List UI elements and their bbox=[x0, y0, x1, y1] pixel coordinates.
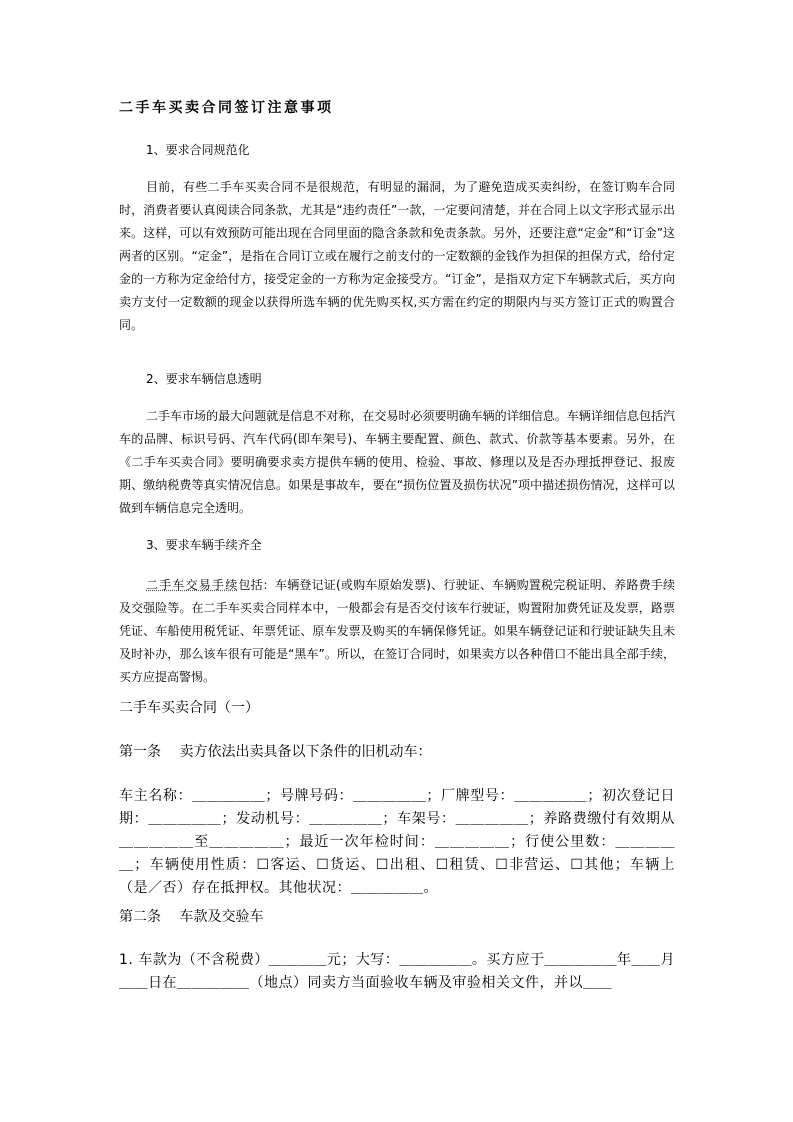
section-body-2: 二手车市场的最大问题就是信息不对称，在交易时必须要明确车辆的详细信息。车辆详细信息包括汽车的品牌、标识号码、汽车代码(即车架号)、车辆主要配置、颜色、款式、价款等基本要素。另外，在《二手车买卖合同》要明确要求卖方提供车辆的使用、检验、事故、修理以及是否办理抵押登记、报废期、缴纳税费等真实情况信息。如果是事故车，要在“损伤位置及损伤状况”项中描述损伤情况，这样可以做到车辆信息完全透明。 bbox=[119, 409, 675, 515]
section-heading-2: 2、要求车辆信息透明 bbox=[146, 372, 262, 386]
article-2-heading: 第二条 车款及交验车 bbox=[119, 909, 264, 925]
contract-title: 二手车买卖合同（一） bbox=[119, 700, 259, 716]
document-title: 二手车买卖合同签订注意事项 bbox=[119, 100, 334, 116]
section-body-3-lead: 二手车交易手续 bbox=[146, 578, 239, 592]
clause-1-paragraph: 1. 车款为（不含税费）＿＿＿＿元；大写：＿＿＿＿＿。买方应于＿＿＿＿＿年＿＿月＿＿日在＿＿＿＿＿（地点）同卖方当面验收车辆及审验相关文件，并以＿＿ bbox=[119, 952, 675, 991]
section-heading-1: 1、要求合同规范化 bbox=[146, 143, 250, 157]
section-body-3 bbox=[119, 574, 675, 689]
article-1-heading: 第一条 卖方依法出卖具备以下条件的旧机动车： bbox=[119, 744, 432, 760]
section-heading-3: 3、要求车辆手续齐全 bbox=[146, 538, 262, 552]
section-body-1: 目前，有些二手车买卖合同不是很规范，有明显的漏洞，为了避免造成买卖纠纷，在签订购车合同时，消费者要认真阅读合同条款，尤其是“违约责任”一款，一定要问清楚，并在合同上以文字形式显示出来。这样，可以有效预防可能出现在合同里面的隐含条款和免责条款。另外，还要注意“定金”和“订金”这两者的区别。“定金”，是指在合同订立或在履行之前支付的一定数额的金钱作为担保的担保方式，给付定金的一方称为定金给付方，接受定金的一方称为定金接受方。“订金”，是指双方定下车辆款式后，买方向卖方支付一定数额的现金以获得所选车辆的优先购买权,买方需在约定的期限内与买方签订正式的购置合同。 bbox=[119, 180, 675, 332]
section-body-3-text: 包括：车辆登记证(或购车原始发票)、行驶证、车辆购置税完税证明、养路费手续及交强险等。在二手车买卖合同样本中，一般都会有是否交付该车行驶证，购置附加费凭证及发票，路票凭证、车船使用税凭证、年票凭证、原车发票及购买的车辆保修凭证。如果车辆登记证和行驶证缺失且未及时补办，那么该车很有可能是“黑车”。所以，在签订合同时，如果卖方以各种借口不能出具全部手续，买方应提高警惕。 bbox=[119, 578, 675, 684]
vehicle-terms-paragraph: 车主名称：＿＿＿＿＿；号牌号码：＿＿＿＿＿；厂牌型号：＿＿＿＿＿；初次登记日期：＿＿＿＿＿；发动机号：＿＿＿＿＿；车架号：＿＿＿＿＿；养路费缴付有效期从＿＿＿＿＿至＿＿＿＿＿；最近一次年检时间：＿＿＿＿＿；行使公里数：＿＿＿＿＿；车辆使用性质：☐客运、☐货运、☐出租、☐租赁、☐非营运、☐其他；车辆上（是／否）存在抵押权。其他状况：＿＿＿＿＿。 bbox=[119, 788, 675, 896]
